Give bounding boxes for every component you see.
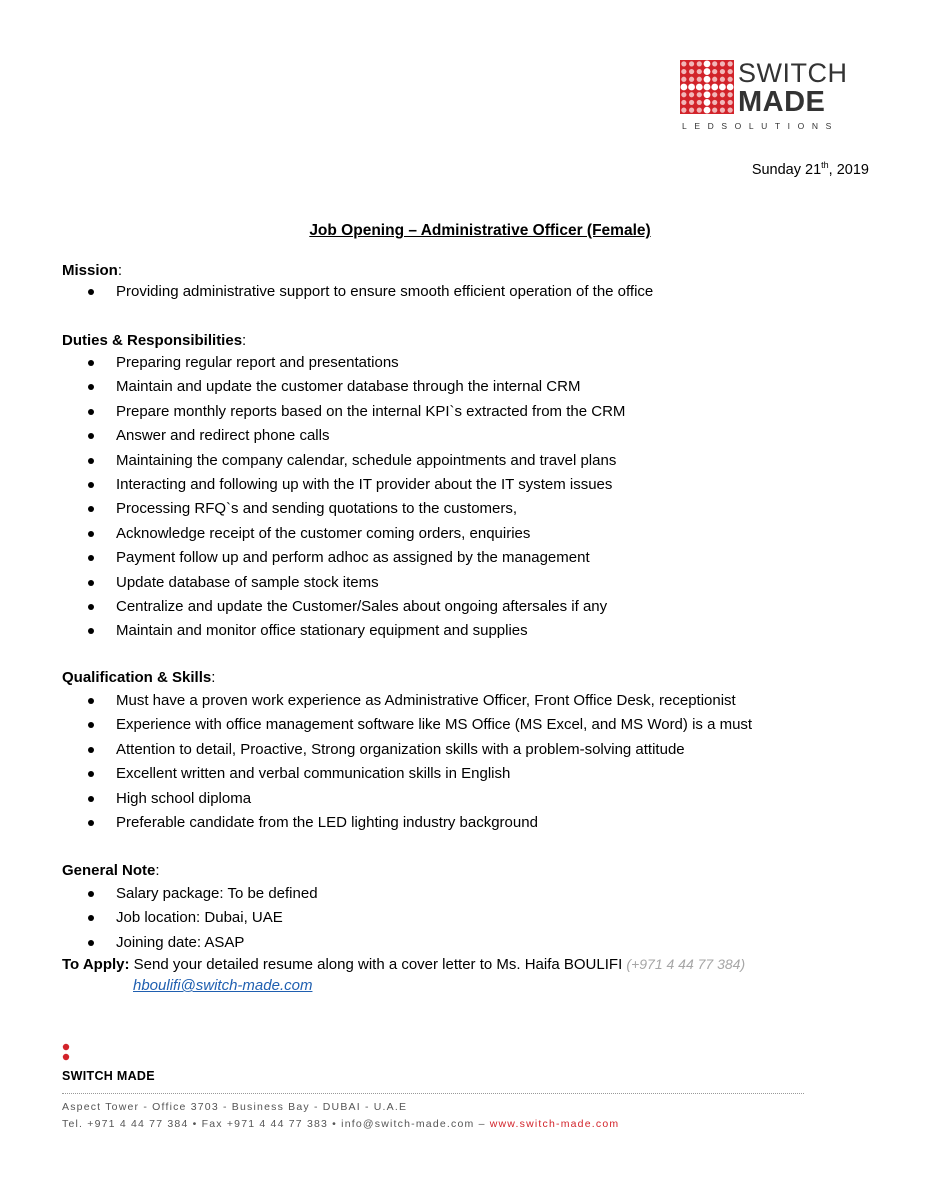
led-dot [712,61,717,66]
led-dot [681,69,686,74]
led-dot [697,108,702,113]
mission-list [88,280,653,304]
list-item-text: Payment follow up and perform adhoc as assigned by the management [116,549,590,567]
led-dot [681,100,686,105]
led-dot [689,108,694,113]
led-dot [688,84,695,91]
logo-tagline: LEDSOLUTIONS [682,121,839,131]
list-item-text: Excellent written and verbal communication skills in English [116,765,511,783]
led-dot [728,69,733,74]
list-item [88,906,318,930]
logo-word-made: MADE [738,86,826,118]
list-item [88,738,752,762]
list-item-text: Processing RFQ`s and sending quotations to the customers, [116,500,518,518]
footer-address: Aspect Tower - Office 3703 - Business Bay - DUBAI - U.A.E [62,1101,408,1113]
led-dot [689,69,694,74]
duties-heading: Duties & Responsibilities: [62,332,247,349]
list-item-text: Salary package: To be defined [116,885,318,902]
document-date: Sunday 21th, 2019 [751,160,869,178]
bullet-icon [88,433,94,439]
list-item-text: Attention to detail, Proactive, Strong organization skills with a problem-solving attitude [116,740,685,758]
list-item-text: High school diploma [116,789,252,807]
qualifications-heading: Qualification & Skills: [62,669,216,686]
list-item [88,473,625,497]
list-item [88,351,625,375]
footer-contact [62,1118,619,1130]
bullet-icon [88,384,94,390]
bullet-icon [88,555,94,561]
list-item [88,762,752,786]
apply-email-link[interactable]: hboulifi@switch-made.com [133,977,313,994]
list-item-text: Maintaining the company calendar, schedule appointments and travel plans [116,451,617,469]
apply-line [62,956,745,973]
list-item [88,619,625,643]
list-item-text: Preparing regular report and presentations [116,354,399,371]
led-dot [681,108,686,113]
led-dot [689,61,694,66]
list-item [88,375,625,399]
footer-divider [62,1093,804,1094]
led-dot [728,108,733,113]
led-dot [719,84,726,91]
list-item-text: Must have a proven work experience as Administrative Officer, Front Office Desk, receptionist [116,692,736,709]
led-dot [711,84,718,91]
led-grid-logo-icon [680,60,734,114]
list-item-text: Maintain and update the customer database through the internal CRM [116,378,581,396]
list-item [88,571,625,595]
bullet-icon [88,458,94,464]
bullet-icon [88,796,94,802]
list-item [88,546,625,570]
led-dot [704,107,711,114]
footer-dots-icon [62,1043,70,1063]
led-dot [728,92,733,97]
bullet-icon [88,747,94,753]
list-item-text: Update database of sample stock items [116,573,379,591]
list-item-text: Prepare monthly reports based on the internal KPI`s extracted from the CRM [116,402,626,420]
bullet-icon [88,506,94,512]
led-dot [704,76,711,83]
bullet-icon [88,580,94,586]
list-item [88,689,752,713]
led-dot [728,77,733,82]
led-dot [728,61,733,66]
bullet-icon [88,628,94,634]
list-item [88,595,625,619]
led-dot [696,84,703,91]
apply-text: Send your detailed resume along with a cover letter to Ms. Haifa BOULIFI [133,956,623,973]
apply-phone: (+971 4 44 77 384) [626,956,746,972]
list-item-text: Providing administrative support to ensure smooth efficient operation of the office [116,283,654,300]
qualifications-list [88,689,752,835]
bullet-icon [88,771,94,777]
list-item [88,400,625,424]
bullet-icon [88,409,94,415]
list-item-text: Job location: Dubai, UAE [116,909,283,927]
list-item [88,811,752,835]
bullet-icon [88,820,94,826]
company-logo [680,60,855,135]
led-dot [712,69,717,74]
footer-company-name: SWITCH MADE [62,1069,155,1083]
duties-list [88,351,625,644]
led-dot [720,61,725,66]
led-dot [697,69,702,74]
led-dot [689,100,694,105]
list-item [88,713,752,737]
mission-heading: Mission: [62,262,123,279]
bullet-icon [88,940,94,946]
bullet-icon [88,482,94,488]
list-item-text: Answer and redirect phone calls [116,427,330,445]
bullet-icon [88,604,94,610]
led-dot [697,77,702,82]
led-dot [712,77,717,82]
led-dot [681,92,686,97]
bullet-icon [88,531,94,537]
bullet-icon [88,698,94,704]
list-item-text: Centralize and update the Customer/Sales about ongoing aftersales if any [116,597,608,615]
list-item [88,522,625,546]
general-note-list [88,882,318,955]
list-item [88,497,625,521]
led-dot [720,69,725,74]
led-dot [728,100,733,105]
led-dot [680,84,687,91]
list-item-text: Preferable candidate from the LED lighting industry background [116,813,538,831]
list-item [88,787,752,811]
led-dot [712,100,717,105]
led-dot [697,61,702,66]
list-item [88,280,653,304]
led-dot [704,84,711,91]
list-item-text: Acknowledge receipt of the customer coming orders, enquiries [116,524,531,542]
bullet-icon [88,360,94,366]
led-dot [712,108,717,113]
general-note-heading: General Note: [62,862,160,879]
led-dot [681,61,686,66]
led-dot [689,77,694,82]
led-dot [720,92,725,97]
led-dot [704,99,711,106]
bullet-icon [88,891,94,897]
list-item [88,882,318,906]
list-item-text: Maintain and monitor office stationary equipment and supplies [116,622,528,640]
footer-website-link[interactable]: www.switch-made.com [489,1118,620,1130]
led-dot [720,108,725,113]
footer-contact-text: Tel. +971 4 44 77 384 • Fax +971 4 44 77 383 • info@switch-made.com – [62,1118,486,1130]
led-dot [704,91,711,98]
list-item [88,931,318,955]
led-dot [704,68,711,75]
led-dot [704,60,711,67]
apply-label: To Apply: [62,956,130,973]
list-item [88,449,625,473]
list-item-text: Interacting and following up with the IT provider about the IT system issues [116,475,613,493]
logo-word-switch: SWITCH [738,58,848,88]
led-dot [689,92,694,97]
led-dot [681,77,686,82]
led-dot [697,92,702,97]
list-item-text: Joining date: ASAP [116,933,245,951]
led-dot [712,92,717,97]
led-dot [727,84,734,91]
bullet-icon [88,915,94,921]
document-title: Job Opening – Administrative Officer (Female) [309,222,651,239]
list-item [88,424,625,448]
bullet-icon [88,722,94,728]
bullet-icon [88,289,94,295]
led-dot [720,100,725,105]
led-dot [720,77,725,82]
list-item-text: Experience with office management software like MS Office (MS Excel, and MS Word) is a must [116,716,753,734]
led-dot [697,100,702,105]
